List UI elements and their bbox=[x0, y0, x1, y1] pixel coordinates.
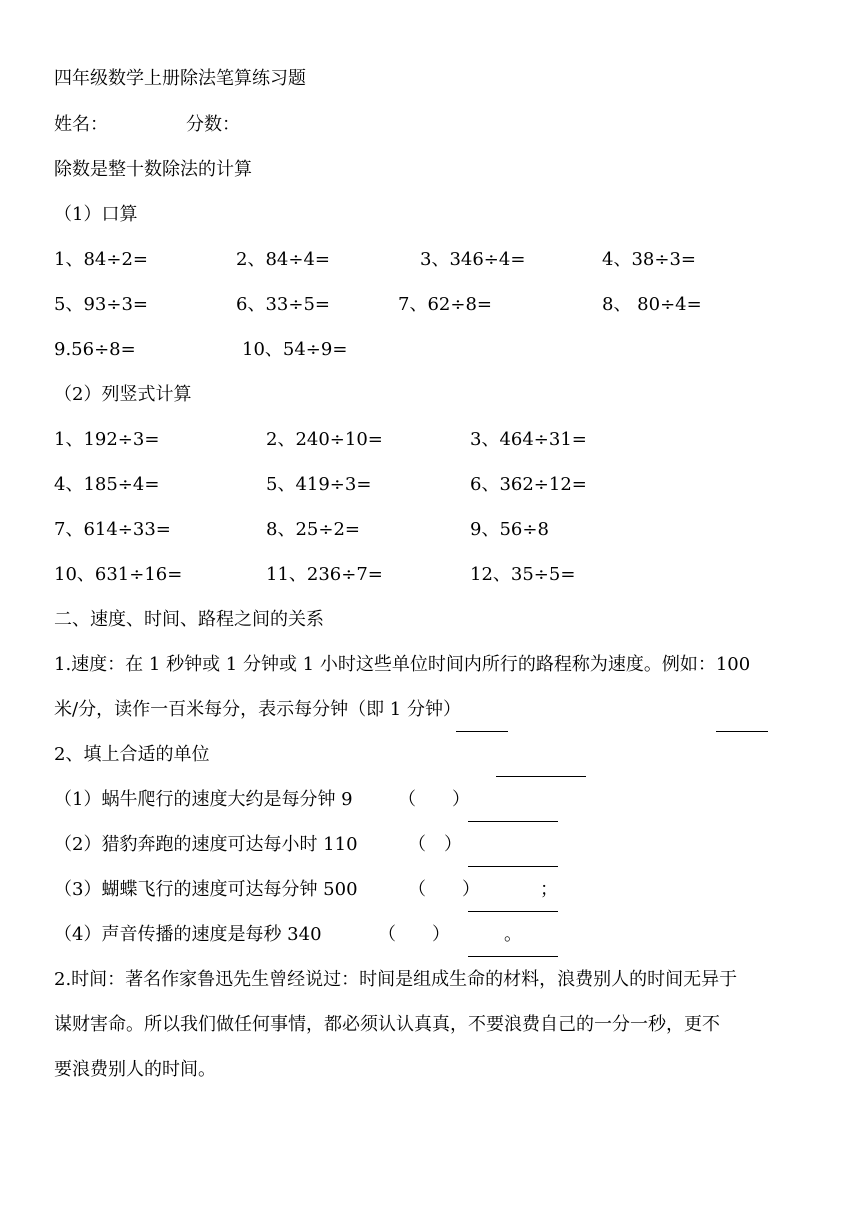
time-paragraph-line: 要浪费别人的时间。 bbox=[54, 1059, 216, 1080]
blank-underline bbox=[496, 776, 586, 777]
oral-item: 1、84÷2= bbox=[54, 249, 148, 270]
oral-item: 10、54÷9= bbox=[242, 339, 348, 360]
oral-heading: （1）口算 bbox=[54, 204, 138, 225]
vertical-item: 2、240÷10= bbox=[266, 429, 383, 450]
oral-item: 4、38÷3= bbox=[602, 249, 696, 270]
blank-underline bbox=[468, 911, 558, 912]
speed-paragraph-line: 1.速度：在 1 秒钟或 1 分钟或 1 小时这些单位时间内所行的路程称为速度。例如：100 bbox=[54, 654, 751, 675]
punctuation: ； bbox=[540, 879, 558, 900]
vertical-item: 11、236÷7= bbox=[266, 564, 383, 585]
unit-question: （4）声音传播的速度是每秒 340 bbox=[54, 924, 322, 945]
oral-item: 7、62÷8= bbox=[398, 294, 492, 315]
unit-question: （1）蜗牛爬行的速度大约是每分钟 9 bbox=[54, 789, 353, 810]
unit-question: （3）蝴蝶飞行的速度可达每分钟 500 bbox=[54, 879, 358, 900]
oral-item: 8、 80÷4= bbox=[602, 294, 702, 315]
answer-parentheses: （ ） bbox=[378, 924, 450, 945]
vertical-item: 9、56÷8 bbox=[470, 519, 549, 540]
vertical-item: 7、614÷33= bbox=[54, 519, 171, 540]
blank-underline bbox=[468, 866, 558, 867]
blank-underline bbox=[716, 731, 768, 732]
answer-parentheses: （ ） bbox=[408, 879, 480, 900]
time-paragraph-line: 2.时间：著名作家鲁迅先生曾经说过：时间是组成生命的材料，浪费别人的时间无异于 bbox=[54, 969, 738, 990]
page-title: 四年级数学上册除法笔算练习题 bbox=[54, 68, 306, 89]
section-title-speed-time-distance: 二、速度、时间、路程之间的关系 bbox=[54, 609, 324, 630]
blank-underline bbox=[468, 956, 558, 957]
vertical-heading: （2）列竖式计算 bbox=[54, 384, 192, 405]
oral-item: 2、84÷4= bbox=[236, 249, 330, 270]
oral-item: 6、33÷5= bbox=[236, 294, 330, 315]
section-title-division: 除数是整十数除法的计算 bbox=[54, 159, 252, 180]
blank-underline bbox=[456, 731, 508, 732]
name-label: 姓名： bbox=[54, 114, 108, 135]
oral-item: 9.56÷8= bbox=[54, 339, 136, 360]
unit-question: （2）猎豹奔跑的速度可达每小时 110 bbox=[54, 834, 358, 855]
vertical-item: 8、25÷2= bbox=[266, 519, 360, 540]
vertical-item: 4、185÷4= bbox=[54, 474, 160, 495]
oral-item: 3、346÷4= bbox=[420, 249, 526, 270]
units-heading: 2、填上合适的单位 bbox=[54, 744, 210, 765]
answer-parentheses: （ ） bbox=[398, 789, 470, 810]
vertical-item: 3、464÷31= bbox=[470, 429, 587, 450]
answer-parentheses: （ ） bbox=[408, 834, 462, 855]
speed-paragraph-line: 米/分，读作一百米每分，表示每分钟（即 1 分钟） bbox=[54, 699, 461, 720]
oral-item: 5、93÷3= bbox=[54, 294, 148, 315]
time-paragraph-line: 谋财害命。所以我们做任何事情，都必须认认真真，不要浪费自己的一分一秒，更不 bbox=[54, 1014, 720, 1035]
punctuation: 。 bbox=[504, 924, 522, 945]
vertical-item: 10、631÷16= bbox=[54, 564, 183, 585]
blank-underline bbox=[468, 821, 558, 822]
vertical-item: 12、35÷5= bbox=[470, 564, 576, 585]
vertical-item: 1、192÷3= bbox=[54, 429, 160, 450]
vertical-item: 5、419÷3= bbox=[266, 474, 372, 495]
score-label: 分数： bbox=[186, 114, 240, 135]
vertical-item: 6、362÷12= bbox=[470, 474, 587, 495]
